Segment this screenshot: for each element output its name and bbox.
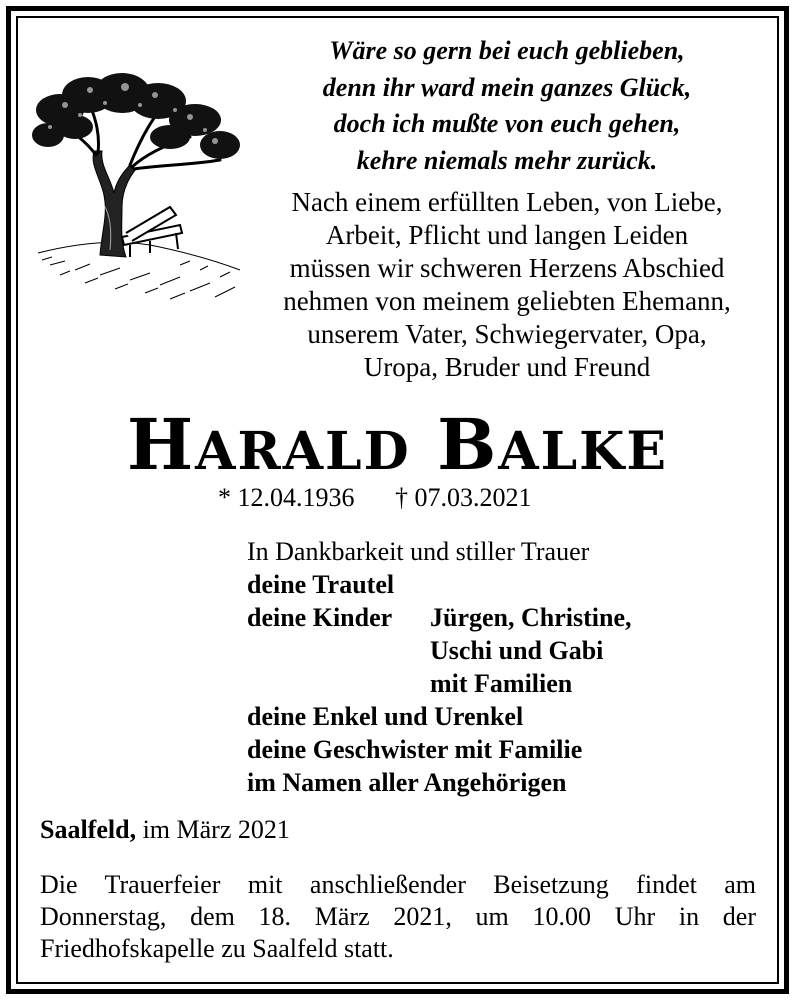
poem-line: doch ich mußte von euch gehen, — [333, 109, 681, 138]
death-date: † 07.03.2021 — [395, 483, 532, 512]
mourners-opening: In Dankbarkeit und stiller Trauer — [247, 537, 590, 566]
mourner-children-names: Jürgen, Christine, — [430, 603, 632, 632]
intro-text — [232, 186, 782, 384]
mourner-children-families: mit Familien — [430, 669, 573, 698]
mourner-grandchildren: deine Enkel und Urenkel — [247, 702, 524, 731]
memorial-poem — [262, 33, 752, 179]
life-dates — [218, 478, 532, 518]
mourner-wife: deine Trautel — [247, 570, 395, 599]
intro-line: unserem Vater, Schwiegervater, Opa, — [307, 319, 707, 349]
mourners-list — [247, 535, 632, 799]
intro-line: müssen wir schweren Herzens Abschied — [289, 253, 725, 283]
mourner-children-names: Uschi und Gabi — [430, 636, 604, 665]
place-city: Saalfeld, — [40, 815, 137, 844]
notice-line: Die Trauerfeier mit anschließender Beisetzung findet am — [40, 870, 756, 899]
funeral-notice — [40, 869, 756, 965]
last-name-rest: ALKE — [498, 421, 668, 482]
first-name-rest: ARALD — [195, 421, 411, 482]
poem-line: kehre niemals mehr zurück. — [356, 145, 658, 175]
notice-line: Friedhofskapelle zu Saalfeld statt. — [40, 934, 394, 963]
place-date: im März 2021 — [142, 815, 290, 844]
notice-line: Donnerstag, dem 18. März 2021, um 10.00 Uhr in der — [40, 902, 756, 931]
intro-line: Arbeit, Pflicht und langen Leiden — [325, 220, 689, 250]
first-name-initial: H — [127, 403, 196, 486]
place-and-date — [40, 810, 290, 850]
intro-line: nehmen von meinem geliebten Ehemann, — [283, 286, 731, 316]
birth-date: * 12.04.1936 — [218, 483, 355, 512]
poem-line: Wäre so gern bei euch geblieben, — [329, 36, 685, 65]
intro-line: Nach einem erfüllten Leben, von Liebe, — [291, 187, 723, 217]
mourner-siblings: deine Geschwister mit Familie — [247, 735, 583, 764]
mourner-children-label: deine Kinder — [247, 603, 393, 632]
poem-line: denn ihr ward mein ganzes Glück, — [322, 72, 692, 102]
intro-line: Uropa, Bruder und Freund — [363, 352, 651, 382]
tree-and-bench-illustration — [30, 65, 245, 305]
mourner-relatives: im Namen aller Angehörigen — [247, 768, 567, 797]
last-name-initial: B — [437, 403, 499, 486]
